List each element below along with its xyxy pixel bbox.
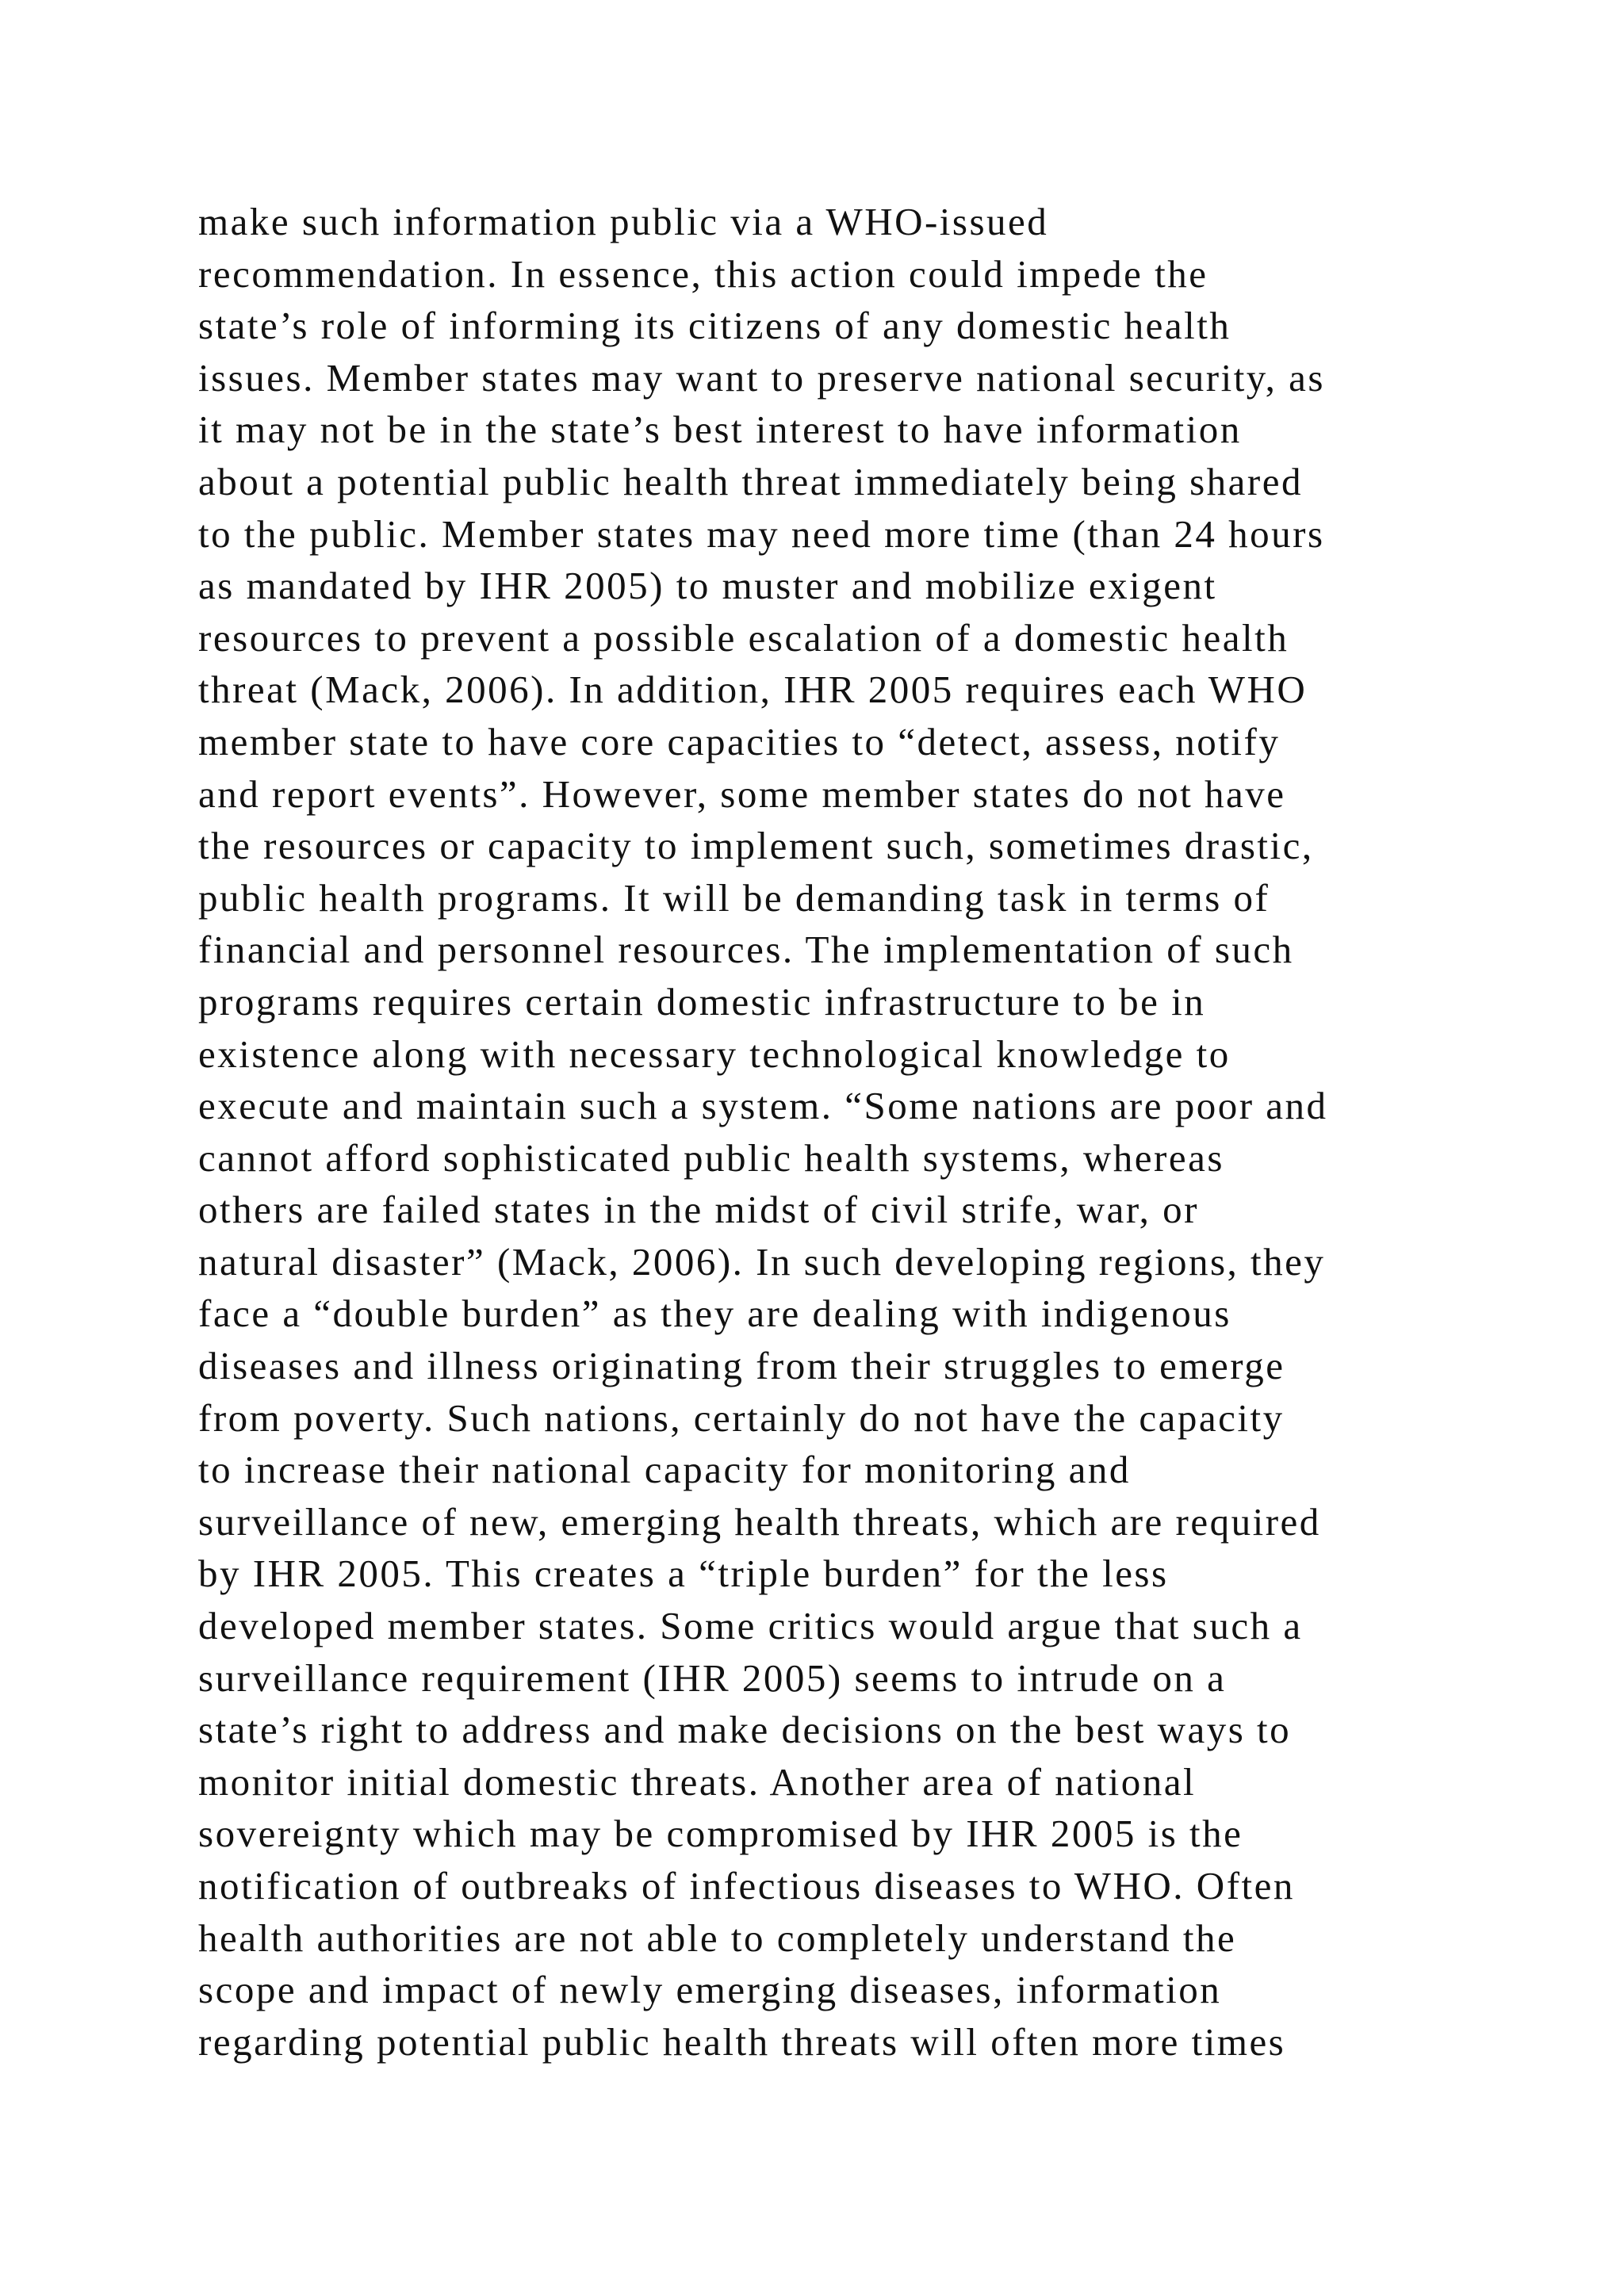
- text-line: surveillance of new, emerging health threats, which are required: [198, 1499, 1321, 1544]
- text-line: threat (Mack, 2006). In addition, IHR 2005 requires each WHO: [198, 668, 1308, 712]
- text-line: to the public. Member states may need more time (than 24 hours: [198, 511, 1325, 556]
- text-line: developed member states. Some critics would argue that such a: [198, 1604, 1303, 1648]
- text-line: and report events”. However, some member states do not have: [198, 771, 1286, 816]
- text-line: regarding potential public health threats will often more times: [198, 2019, 1286, 2064]
- text-line: resources to prevent a possible escalation of a domestic health: [198, 615, 1289, 660]
- text-line: notification of outbreaks of infectious diseases to WHO. Often: [198, 1864, 1295, 1908]
- text-line: by IHR 2005. This creates a “triple burden” for the less: [198, 1552, 1169, 1596]
- text-line: programs requires certain domestic infrastructure to be in: [198, 979, 1206, 1024]
- body-text: [198, 196, 1624, 2068]
- text-line: from poverty. Such nations, certainly do not have the capacity: [198, 1395, 1285, 1440]
- text-line: natural disaster” (Mack, 2006). In such developing regions, they: [198, 1239, 1326, 1284]
- text-line: sovereignty which may be compromised by IHR 2005 is the: [198, 1812, 1243, 1856]
- text-line: to increase their national capacity for monitoring and: [198, 1448, 1131, 1492]
- text-line: as mandated by IHR 2005) to muster and mobilize exigent: [198, 564, 1217, 608]
- text-line: state’s role of informing its citizens of any domestic health: [198, 304, 1231, 348]
- text-line: make such information public via a WHO-issued: [198, 200, 1049, 243]
- text-line: existence along with necessary technological knowledge to: [198, 1031, 1231, 1076]
- text-line: health authorities are not able to completely understand the: [198, 1915, 1237, 1960]
- text-line: face a “double burden” as they are dealing with indigenous: [198, 1292, 1231, 1336]
- text-line: recommendation. In essence, this action could impede the: [198, 251, 1208, 296]
- text-line: issues. Member states may want to preserve national security, as: [198, 355, 1325, 400]
- text-line: monitor initial domestic threats. Another area of national: [198, 1759, 1197, 1804]
- text-line: cannot afford sophisticated public health systems, whereas: [198, 1135, 1224, 1180]
- text-line: diseases and illness originating from their struggles to emerge: [198, 1344, 1285, 1388]
- text-line: it may not be in the state’s best interest to have information: [198, 408, 1242, 452]
- text-line: financial and personnel resources. The implementation of such: [198, 928, 1294, 972]
- text-line: others are failed states in the midst of civil strife, war, or: [198, 1188, 1199, 1232]
- text-line: member state to have core capacities to “detect, assess, notify: [198, 719, 1281, 763]
- text-line: public health programs. It will be demanding task in terms of: [198, 875, 1270, 920]
- text-line: the resources or capacity to implement such, sometimes drastic,: [198, 824, 1314, 868]
- text-line: execute and maintain such a system. “Some nations are poor and: [198, 1084, 1328, 1128]
- text-line: scope and impact of newly emerging diseases, information: [198, 1968, 1222, 2012]
- text-line: state’s right to address and make decisions on the best ways to: [198, 1708, 1292, 1752]
- text-line: about a potential public health threat immediately being shared: [198, 459, 1303, 503]
- text-line: surveillance requirement (IHR 2005) seems to intrude on a: [198, 1655, 1227, 1700]
